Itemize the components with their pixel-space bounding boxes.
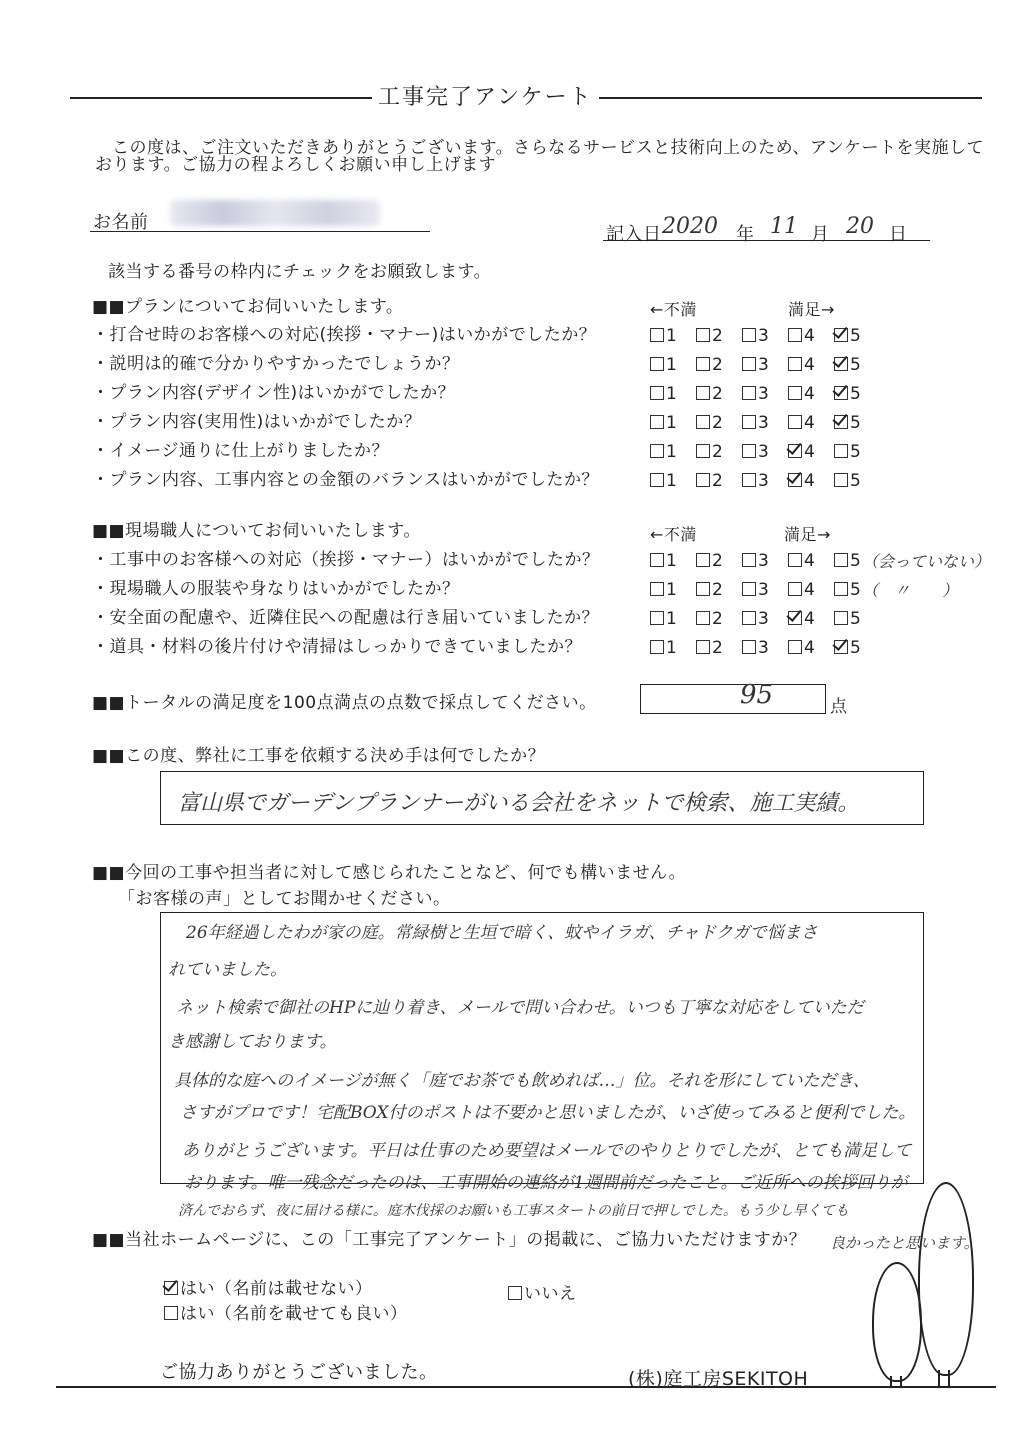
option-label: 3 — [758, 413, 769, 433]
checkbox[interactable] — [650, 582, 664, 596]
option-label: 1 — [666, 326, 677, 346]
plan-rating-option[interactable] — [696, 413, 742, 433]
option-label: 2 — [712, 326, 723, 346]
plan-rating-option[interactable] — [834, 326, 880, 346]
checkbox[interactable] — [742, 357, 756, 371]
staff-note-1: （会っていない） — [862, 552, 991, 571]
checkbox-consent-anonymous[interactable] — [164, 1281, 178, 1295]
checkbox[interactable] — [834, 640, 848, 654]
plan-rating-option[interactable] — [650, 384, 696, 404]
checkbox[interactable] — [788, 582, 802, 596]
plan-rating-option[interactable] — [696, 355, 742, 375]
option-label: 3 — [758, 609, 769, 629]
option-label: 3 — [758, 580, 769, 600]
checkbox[interactable] — [788, 386, 802, 400]
total-score-value: 95 — [740, 680, 774, 710]
checkbox[interactable] — [650, 386, 664, 400]
plan-rating-option[interactable] — [834, 355, 880, 375]
voice-sub: 「お客様の声」としてお聞かせください。 — [118, 889, 451, 909]
staff-rating-option[interactable] — [650, 580, 696, 600]
option-label: 1 — [666, 638, 677, 658]
checkbox[interactable] — [834, 415, 848, 429]
option-label: 3 — [758, 638, 769, 658]
checkbox[interactable] — [650, 328, 664, 342]
checkbox[interactable] — [650, 415, 664, 429]
option-label: 4 — [804, 609, 815, 629]
staff-rating-row-4 — [650, 638, 880, 658]
plan-rating-row-1 — [650, 326, 880, 346]
option-label: 3 — [758, 355, 769, 375]
option-label: 4 — [804, 413, 815, 433]
staff-rating-option[interactable] — [696, 638, 742, 658]
staff-rating-option[interactable] — [696, 609, 742, 629]
tree-left-icon — [872, 1262, 922, 1382]
option-label: 4 — [804, 638, 815, 658]
checkbox[interactable] — [788, 473, 802, 487]
footer-rule — [56, 1386, 996, 1388]
checkbox[interactable] — [742, 640, 756, 654]
option-label: 2 — [712, 442, 723, 462]
checkbox-consent-no[interactable] — [508, 1286, 522, 1300]
plan-rating-option[interactable] — [788, 355, 834, 375]
homepage-option-1[interactable]: はい（名前は載せない） — [164, 1274, 373, 1299]
intro-line-1: この度は、ご注文いただきありがとうございます。さらなるサービスと技術向上のため、アンケートを実施して — [112, 138, 984, 158]
date-month: 11 — [770, 214, 798, 239]
staff-note-2: （ 〃 ） — [862, 581, 959, 600]
staff-rating-option[interactable] — [742, 580, 788, 600]
checkbox[interactable] — [788, 640, 802, 654]
checkbox[interactable] — [742, 328, 756, 342]
checkbox[interactable] — [650, 444, 664, 458]
voice-line-1: 26年経過したわが家の庭。常緑樹と生垣で暗く、蚊やイラガ、チャドクガで悩まさ — [186, 923, 818, 943]
staff-rating-row-3 — [650, 609, 880, 629]
option-label: 3 — [758, 326, 769, 346]
checkbox[interactable] — [650, 357, 664, 371]
option-label: 3 — [758, 442, 769, 462]
checkbox[interactable] — [742, 553, 756, 567]
option-label: 4 — [804, 442, 815, 462]
plan-rating-option[interactable] — [696, 384, 742, 404]
total-score-box[interactable] — [640, 684, 826, 714]
plan-rating-option[interactable] — [742, 384, 788, 404]
redacted-name — [170, 200, 380, 226]
staff-rating-option[interactable] — [696, 551, 742, 571]
staff-rating-option[interactable] — [742, 609, 788, 629]
tree-right-trunk — [938, 1370, 950, 1386]
voice-line-7: ありがとうございます。平日は仕事のため要望はメールでのやりとりでしたが、とても満足して — [182, 1141, 912, 1161]
checkbox[interactable] — [696, 582, 710, 596]
checkbox[interactable] — [742, 582, 756, 596]
option-label: 5 — [850, 580, 861, 600]
reason-answer: 富山県でガーデンプランナーがいる会社をネットで検索、施工実績。 — [178, 791, 860, 816]
option-label: 4 — [804, 384, 815, 404]
staff-question-4: ・道具・材料の後片付けや清掃はしっかりできていましたか？ — [92, 637, 582, 657]
option-label: 5 — [850, 471, 861, 491]
option-label: 5 — [850, 638, 861, 658]
voice-line-10: 良かったと思います。 — [830, 1234, 979, 1252]
checkbox[interactable] — [834, 473, 848, 487]
plan-heading: ■■プランについてお伺いいたします。 — [92, 297, 404, 317]
checkbox[interactable] — [650, 640, 664, 654]
footer-thanks: ご協力ありがとうございました。 — [160, 1362, 438, 1383]
plan-rating-option[interactable] — [742, 442, 788, 462]
plan-rating-option[interactable] — [788, 413, 834, 433]
option-label: 1 — [666, 355, 677, 375]
option-label: 5 — [850, 413, 861, 433]
plan-rating-option[interactable] — [650, 326, 696, 346]
plan-rating-option[interactable] — [742, 413, 788, 433]
voice-line-3: ネット検索で御社のHPに辿り着き、メールで問い合わせ。いつも丁寧な対応をしていただ — [176, 998, 864, 1018]
instruction: 該当する番号の枠内にチェックをお願致します。 — [108, 262, 492, 282]
homepage-option-3[interactable]: いいえ — [508, 1279, 577, 1304]
tree-left-trunk — [890, 1376, 902, 1386]
checkbox[interactable] — [742, 386, 756, 400]
staff-rating-option[interactable] — [788, 638, 834, 658]
voice-line-2: れていました。 — [168, 960, 287, 980]
staff-rating-option[interactable] — [742, 551, 788, 571]
plan-rating-option[interactable] — [696, 326, 742, 346]
staff-question-1: ・工事中のお客様への対応（挨拶・マナー）はいかがでしたか？ — [92, 550, 600, 570]
staff-rating-option[interactable] — [650, 551, 696, 571]
option-label: 3 — [758, 384, 769, 404]
checkbox[interactable] — [834, 357, 848, 371]
plan-question-5: ・イメージ通りに仕上がりましたか？ — [92, 441, 389, 461]
plan-rating-option[interactable] — [742, 326, 788, 346]
intro-line-2: おります。ご協力の程よろしくお願い申し上げます — [95, 155, 497, 175]
plan-rating-option[interactable] — [742, 355, 788, 375]
plan-rating-row-2 — [650, 355, 880, 375]
option-label: 3 — [758, 551, 769, 571]
checkbox[interactable] — [650, 473, 664, 487]
checkbox-consent-with-name[interactable] — [164, 1306, 178, 1320]
checkbox[interactable] — [696, 473, 710, 487]
plan-question-2: ・説明は的確で分かりやすかったでしょうか？ — [92, 354, 460, 374]
option-label: 1 — [666, 413, 677, 433]
date-day: 20 — [846, 214, 874, 239]
checkbox[interactable] — [696, 553, 710, 567]
plan-question-4: ・プラン内容(実用性)はいかがでしたか？ — [92, 412, 422, 432]
option-label: 5 — [850, 551, 861, 571]
staff-scale-low: ←不満 — [650, 525, 697, 544]
option-label: 2 — [712, 551, 723, 571]
option-label: 4 — [804, 355, 815, 375]
date-underline — [603, 240, 930, 241]
option-label: 4 — [804, 326, 815, 346]
option-label: 4 — [804, 580, 815, 600]
voice-line-5: 具体的な庭へのイメージが無く「庭でお茶でも飲めれば…」位。それを形にしていただき、 — [174, 1071, 870, 1091]
reason-question: ■■この度、弊社に工事を依頼する決め手は何でしたか？ — [92, 746, 546, 766]
plan-scale-high: 満足→ — [788, 300, 835, 319]
plan-rating-option[interactable] — [696, 442, 742, 462]
page-title: 工事完了アンケート — [372, 80, 599, 111]
checkbox[interactable] — [834, 553, 848, 567]
checkbox[interactable] — [696, 328, 710, 342]
checkbox[interactable] — [650, 553, 664, 567]
checkbox[interactable] — [788, 553, 802, 567]
voice-line-4: き感謝しております。 — [168, 1032, 337, 1052]
option-label: 1 — [666, 384, 677, 404]
checkbox[interactable] — [834, 611, 848, 625]
total-question: ■■トータルの満足度を100点満点の点数で採点してください。 — [92, 693, 597, 713]
plan-question-3: ・プラン内容(デザイン性)はいかがでしたか？ — [92, 383, 456, 403]
option-label: 2 — [712, 580, 723, 600]
checkbox[interactable] — [834, 386, 848, 400]
option-label: 2 — [712, 609, 723, 629]
name-label: お名前 — [93, 212, 149, 233]
checkbox[interactable] — [788, 611, 802, 625]
checkbox[interactable] — [742, 415, 756, 429]
date-day-unit: 日 — [889, 224, 908, 245]
voice-line-6: さすがプロです！宅配BOX付のポストは不要かと思いましたが、いざ使ってみると便利でした。 — [180, 1103, 916, 1123]
checkbox[interactable] — [696, 611, 710, 625]
checkbox[interactable] — [742, 611, 756, 625]
plan-rating-option[interactable] — [834, 413, 880, 433]
staff-question-2: ・現場職人の服装や身なりはいかがでしたか？ — [92, 579, 460, 599]
option-label: 2 — [712, 355, 723, 375]
plan-rating-row-4 — [650, 413, 880, 433]
checkbox[interactable] — [696, 415, 710, 429]
checkbox[interactable] — [834, 328, 848, 342]
option-label: 4 — [804, 471, 815, 491]
total-score-unit: 点 — [830, 697, 848, 717]
option-label: 2 — [712, 471, 723, 491]
checkbox[interactable] — [696, 386, 710, 400]
staff-rating-row-2 — [650, 580, 880, 600]
option-label: 1 — [666, 471, 677, 491]
voice-line-8: おります。唯一残念だったのは、工事開始の連絡が1週間前だったこと。ご近所への挨拶回りが — [184, 1173, 908, 1193]
plan-rating-option[interactable] — [788, 471, 834, 491]
option-label: 5 — [850, 355, 861, 375]
staff-rating-row-1 — [650, 551, 880, 571]
option-label: 4 — [804, 551, 815, 571]
option-label: 3 — [758, 471, 769, 491]
tree-right-icon — [918, 1182, 974, 1376]
checkbox[interactable] — [742, 444, 756, 458]
plan-rating-row-3 — [650, 384, 880, 404]
staff-rating-option[interactable] — [834, 609, 880, 629]
date-label: 記入日 — [606, 224, 662, 245]
date-year-unit: 年 — [736, 224, 755, 245]
option-label: 5 — [850, 442, 861, 462]
checkbox[interactable] — [788, 415, 802, 429]
plan-rating-option[interactable] — [650, 471, 696, 491]
checkbox[interactable] — [788, 444, 802, 458]
date-month-unit: 月 — [811, 224, 830, 245]
checkbox[interactable] — [696, 640, 710, 654]
staff-rating-option[interactable] — [650, 638, 696, 658]
plan-rating-option[interactable] — [650, 355, 696, 375]
checkbox[interactable] — [742, 473, 756, 487]
checkbox[interactable] — [696, 357, 710, 371]
option-label: 2 — [712, 413, 723, 433]
plan-question-1: ・打合せ時のお客様への対応(挨拶・マナー)はいかがでしたか？ — [92, 325, 597, 345]
option-label: 2 — [712, 638, 723, 658]
date-year: 2020 — [662, 214, 718, 239]
plan-rating-option[interactable] — [650, 413, 696, 433]
voice-line-9: 済んでおらず、夜に届ける様に。庭木伐採のお願いも工事スタートの前日で押しでした。もう少し早くても — [178, 1203, 849, 1219]
option-label: 2 — [712, 384, 723, 404]
checkbox[interactable] — [834, 444, 848, 458]
checkbox[interactable] — [650, 611, 664, 625]
staff-rating-option[interactable] — [696, 580, 742, 600]
plan-question-6: ・プラン内容、工事内容との金額のバランスはいかがでしたか？ — [92, 470, 599, 490]
plan-rating-option[interactable] — [788, 326, 834, 346]
homepage-question: ■■当社ホームページに、この「工事完了アンケート」の掲載に、ご協力いただけますか？ — [92, 1230, 807, 1250]
option-label: 5 — [850, 609, 861, 629]
plan-rating-option[interactable] — [834, 471, 880, 491]
option-label: 1 — [666, 442, 677, 462]
checkbox[interactable] — [788, 357, 802, 371]
plan-rating-option[interactable] — [696, 471, 742, 491]
plan-rating-option[interactable] — [742, 471, 788, 491]
plan-rating-option[interactable] — [834, 384, 880, 404]
checkbox[interactable] — [788, 328, 802, 342]
staff-rating-option[interactable] — [788, 580, 834, 600]
plan-rating-row-5 — [650, 442, 880, 462]
staff-rating-option[interactable] — [650, 609, 696, 629]
plan-scale-low: ←不満 — [650, 300, 697, 319]
option-label: 1 — [666, 551, 677, 571]
staff-scale-high: 満足→ — [784, 525, 831, 544]
staff-question-3: ・安全面の配慮や、近隣住民への配慮は行き届いていましたか？ — [92, 608, 600, 628]
checkbox[interactable] — [696, 444, 710, 458]
homepage-option-2[interactable]: はい（名前を載せても良い） — [164, 1299, 408, 1324]
staff-rating-option[interactable] — [742, 638, 788, 658]
option-label: 1 — [666, 580, 677, 600]
staff-rating-option[interactable] — [788, 609, 834, 629]
voice-question: ■■今回の工事や担当者に対して感じられたことなど、何でも構いません。 — [92, 863, 687, 883]
option-label: 1 — [666, 609, 677, 629]
plan-rating-option[interactable] — [650, 442, 696, 462]
name-underline — [90, 231, 430, 232]
plan-rating-option[interactable] — [788, 442, 834, 462]
footer-company: (株)庭工房SEKITOH — [628, 1368, 809, 1390]
plan-rating-row-6 — [650, 471, 880, 491]
plan-rating-option[interactable] — [834, 442, 880, 462]
option-label: 5 — [850, 326, 861, 346]
staff-rating-option[interactable] — [834, 638, 880, 658]
checkbox[interactable] — [834, 582, 848, 596]
staff-heading: ■■現場職人についてお伺いいたします。 — [92, 521, 421, 541]
staff-rating-option[interactable] — [788, 551, 834, 571]
plan-rating-option[interactable] — [788, 384, 834, 404]
option-label: 5 — [850, 384, 861, 404]
